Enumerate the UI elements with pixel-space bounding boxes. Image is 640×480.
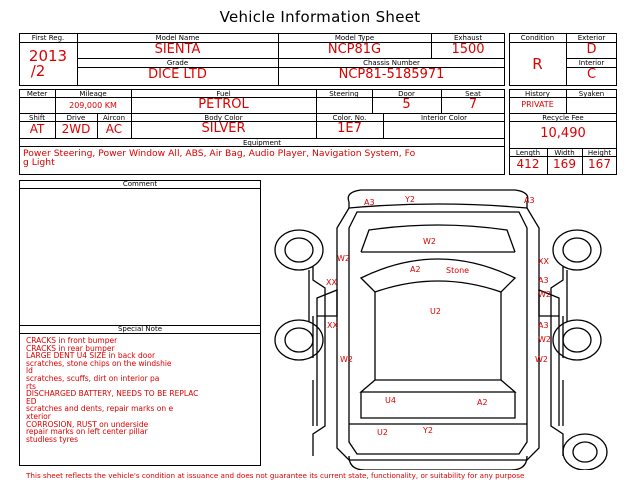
mark-a3-front-left: A3 <box>364 198 375 207</box>
note-line: CRACKS in rear bumper <box>26 343 115 353</box>
note-line: CORROSION, RUST on underside <box>26 419 149 429</box>
note-line: scratches, scuffs, dirt on interior pa <box>26 373 160 383</box>
front-bumper-outline <box>348 190 528 202</box>
color-no-label: Color. No. <box>332 114 367 122</box>
roof-outline <box>375 292 501 380</box>
note-line: ED <box>26 396 37 406</box>
interior-color-label: Interior Color <box>420 114 468 122</box>
mark-a2-windshield: A2 <box>410 265 421 274</box>
mark-w2-left-front: W2 <box>337 254 350 263</box>
mark-a2-back: A2 <box>477 398 488 407</box>
mark-w2-hood: W2 <box>423 237 436 246</box>
note-line: DISCHARGED BATTERY, NEEDS TO BE REPLAC <box>26 389 199 399</box>
note-line: scratches and dents, repair marks on e <box>26 404 174 414</box>
car-damage-diagram <box>265 180 625 470</box>
history-value: PRIVATE <box>521 100 554 109</box>
spare-wheel-inner <box>573 442 597 462</box>
mark-a3-front-right: A3 <box>524 196 535 205</box>
mark-u2-roof: U2 <box>430 307 441 316</box>
fuel-label: Fuel <box>216 90 231 98</box>
color-no-value: 1E7 <box>337 121 362 136</box>
mark-xx-right-front: XX <box>538 257 549 266</box>
body-color-label: Body Color <box>204 114 243 122</box>
aircon-label: Aircon <box>102 114 126 122</box>
mileage-value: 209,000 KM <box>69 101 117 110</box>
drive-label: Drive <box>66 114 86 122</box>
seat-label: Seat <box>465 90 481 98</box>
shift-value: AT <box>29 122 45 136</box>
history-label: History <box>525 90 550 98</box>
left-side-profile <box>313 266 325 456</box>
aircon-value: AC <box>105 122 123 136</box>
height-label: Height <box>587 149 612 157</box>
note-line: xterior <box>26 411 51 421</box>
windshield <box>361 259 515 292</box>
wheel-rear-right-inner <box>563 328 591 352</box>
recycle-fee-value: 10,490 <box>540 126 586 141</box>
meter-label: Meter <box>26 90 48 98</box>
note-line: studless tyres <box>26 434 79 444</box>
special-notes-list <box>26 337 256 443</box>
wheel-front-left-inner <box>285 238 313 262</box>
special-note-label: Special Note <box>117 325 163 333</box>
spare-wheel <box>563 434 607 470</box>
grade-value: DICE LTD <box>148 67 207 82</box>
model-type-value: NCP81G <box>327 42 382 57</box>
rear-bumper <box>349 456 527 470</box>
body-outline <box>337 208 539 460</box>
height-value: 167 <box>588 157 611 171</box>
equipment-label: Equipment <box>243 139 281 147</box>
mark-w2-right: W2 <box>538 290 551 299</box>
hood-shape <box>361 225 515 252</box>
mark-u4-back: U4 <box>385 396 396 405</box>
wheel-rear-right <box>553 320 601 360</box>
mark-y2-front: Y2 <box>405 195 415 204</box>
mark-xx-left: XX <box>326 278 337 287</box>
left-mirror <box>317 290 337 316</box>
equipment-value-cont: g Light <box>23 157 55 168</box>
interior-label: Interior <box>578 59 605 67</box>
grade-label: Grade <box>166 59 189 67</box>
model-name-value: SIENTA <box>154 42 201 57</box>
model-name-label: Model Name <box>155 34 200 42</box>
exterior-label: Exterior <box>577 34 606 42</box>
syaken-label: Syaken <box>578 90 605 98</box>
exhaust-label: Exhaust <box>453 34 483 42</box>
mark-y2-rear: Y2 <box>423 426 433 435</box>
equipment-value: Power Steering, Power Window All, ABS, Air Bag, Audio Player, Navigation System, Fo <box>23 148 416 159</box>
condition-label: Condition <box>520 34 555 42</box>
note-line: repair marks on left center pillar <box>26 427 148 437</box>
wheel-rear-left-inner <box>285 328 313 352</box>
chassis-label: Chassis Number <box>363 59 420 67</box>
mark-a3-right: A3 <box>538 276 549 285</box>
right-side-profile <box>551 266 563 456</box>
shift-label: Shift <box>29 114 45 122</box>
length-value: 412 <box>516 157 540 171</box>
note-line: ld <box>26 366 33 376</box>
mark-u2-rear: U2 <box>377 428 388 437</box>
note-line: rts <box>26 381 36 391</box>
wheel-front-right-inner <box>563 238 591 262</box>
wheel-front-left <box>275 230 323 270</box>
note-line: CRACKS in front bumper <box>26 336 118 345</box>
door-label: Door <box>398 90 415 98</box>
note-line: scratches, stone chips on the windshie <box>26 358 172 368</box>
first-reg-year: 2013 <box>28 47 68 65</box>
fuel-value: PETROL <box>198 97 249 112</box>
recycle-fee-label: Recycle Fee <box>542 114 584 122</box>
front-bumper-inner <box>349 202 527 208</box>
door-value: 5 <box>402 97 411 112</box>
seat-value: 7 <box>468 97 478 112</box>
steering-label: Steering <box>329 90 359 98</box>
disclaimer-footer: This sheet reflects the vehicle's condition at issuance and does not guarantee its current state, functionality, or suitability for any purpose <box>26 471 525 480</box>
comment-label: Comment <box>122 180 158 188</box>
mark-w2-right-rear: W2 <box>535 355 548 364</box>
model-type-label: Model Type <box>334 34 375 42</box>
body-color-value: SILVER <box>201 121 246 136</box>
condition-value: R <box>532 55 543 73</box>
first-reg-label: First Reg. <box>31 34 65 42</box>
interior-value: C <box>586 67 597 82</box>
chassis-value: NCP81-5185971 <box>338 67 445 82</box>
wheel-rear-left <box>275 320 323 360</box>
first-reg-month: /2 <box>30 62 46 80</box>
exterior-value: D <box>586 42 597 57</box>
width-value: 169 <box>553 157 576 171</box>
page-title: Vehicle Information Sheet <box>219 8 421 26</box>
mileage-label: Mileage <box>79 90 107 98</box>
length-label: Length <box>515 149 541 157</box>
rear-window <box>361 380 515 392</box>
mark-stone: Stone <box>446 266 470 275</box>
mark-a3-right-door: A3 <box>538 321 549 330</box>
mark-w2-right-door: W2 <box>538 335 551 344</box>
mark-xx-left-door: XX <box>327 321 338 330</box>
drive-value: 2WD <box>61 122 91 136</box>
mark-w2-left-rear: W2 <box>340 355 353 364</box>
note-line: LARGE DENT U4 SIZE in back door <box>26 351 156 361</box>
wheel-front-right <box>553 230 601 270</box>
exhaust-value: 1500 <box>451 42 485 57</box>
width-label: Width <box>554 149 575 157</box>
